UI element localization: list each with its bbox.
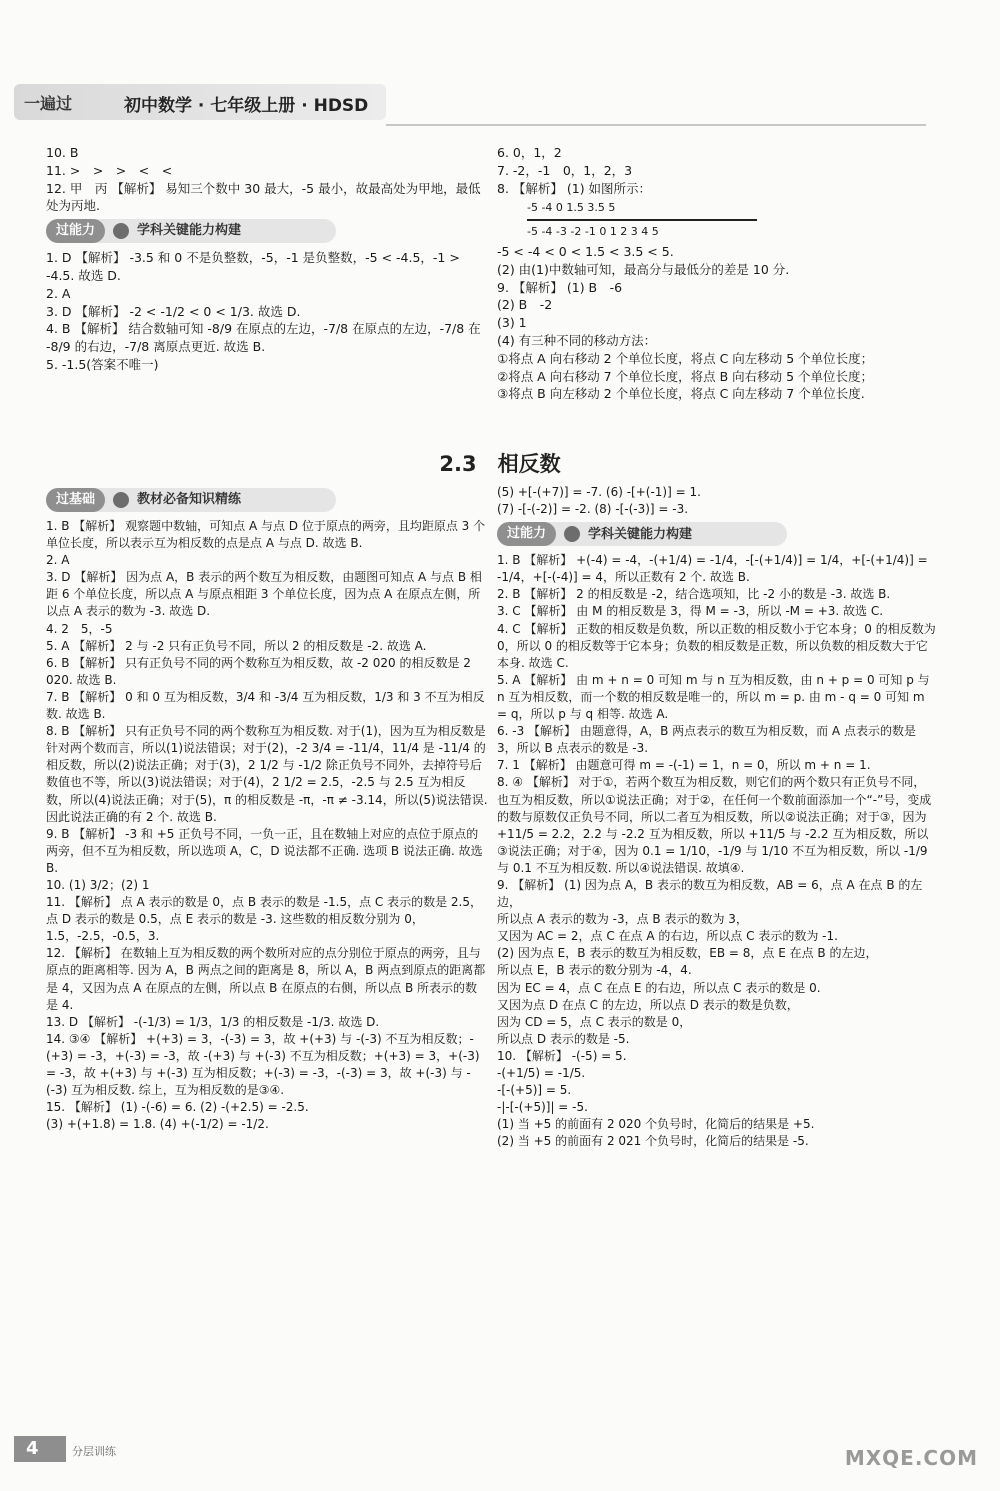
answer-line: 1. D 【解析】 -3.5 和 0 不是负整数，-5，-1 是负整数，-5 < -4.5，-1 > -4.5. 故选 D. [46, 250, 460, 283]
clipboard-icon [113, 492, 129, 508]
answer-line: 所以点 E，B 表示的数分别为 -4，4. [497, 963, 692, 978]
brand-logo: 一遍过 [24, 94, 73, 113]
answer-line: 6. -3 【解析】 由题意得，A，B 两点表示的数互为相反数，而 A 点表示的数是 3，所以 B 点表示的数是 -3. [497, 724, 916, 756]
answer-line: (2) 当 +5 的前面有 2 021 个负号时，化简后的结果是 -5. [497, 1134, 809, 1149]
answer-line: 12. 甲 丙 【解析】 易知三个数中 30 最大，-5 最小，故最高处为甲地，最低处为丙地. [46, 180, 481, 214]
section-banner [497, 522, 787, 546]
answer-line: (2) 因为点 E，B 表示的数互为相反数，EB = 8，点 E 在点 B 的左边， [497, 946, 878, 961]
page-number: 4 [14, 1436, 66, 1462]
answer-line: 11. > > > < < [46, 162, 173, 178]
page-header [14, 84, 386, 120]
answer-line: 6. 0，1，2 [497, 145, 562, 160]
answer-line: 7. -2，-1 0，1，2，3 [497, 162, 633, 178]
section-title: 2.3 相反数 [439, 452, 561, 476]
answer-line: 8. ④ 【解析】 对于①，若两个数互为相反数，则它们的两个数只有正负号不同，也互为相反数，所以①说法正确；对于②，在任何一个数前面添加一个“-”号，变成的数与原数仅正负号不同，所以二者互为相反数，所以②说法正确；对于③，因为 +11/5 = 2.2，2.2 与 -2.2 互为相反数，所以 +11/5 与 -2.2 互为相反数，所以③说法正确；对于④，因为 0.1 = 1/10，-1/9 与 1/10 不互为相反数，所以 -1/9 与 0.1 不互为相反数. 所以④说法错误. 故填④. [497, 775, 932, 875]
answer-line: (3) 1 [497, 315, 527, 331]
answer-line: 9. 【解析】 (1) B -6 [497, 279, 623, 295]
header-divider [386, 124, 926, 126]
answer-line: 2. A [46, 285, 71, 301]
answer-line: (3) +(+1.8) = 1.8. (4) +(-1/2) = -1/2. [46, 1117, 269, 1132]
answer-line: -|-[-(+5)]| = -5. [497, 1100, 588, 1115]
answer-line: 9. B 【解析】 -3 和 +5 正负号不同，一负一正，且在数轴上对应的点位于原点的两旁，但不互为相反数，所以选项 A，C，D 说法都不正确. 选项 B 说法正确. 故选 B. [46, 826, 483, 875]
section-banner-label: 过能力 [46, 219, 105, 243]
footer-label: 分层训练 [72, 1445, 116, 1458]
answer-line: 15. 【解析】 (1) -(-6) = 6. (2) -(+2.5) = -2.5. [46, 1100, 309, 1115]
answer-line: 5. -1.5(答案不唯一) [46, 356, 159, 372]
answer-line: 5. A 【解析】 由 m + n = 0 可知 m 与 n 互为相反数，由 n + p = 0 可知 p 与 n 互为相反数，而一个数的相反数是唯一的，所以 m = p. 由 m - q = 0 可知 m = q，所以 p 与 q 相等. 故选 A. [497, 672, 930, 722]
section-banner-subtitle: 教材必备知识精练 [137, 492, 242, 508]
number-line-axis [527, 219, 757, 221]
section-banner-label: 过能力 [497, 522, 556, 546]
answer-line: 4. 2 5，-5 [46, 621, 113, 636]
answer-line: 所以点 D 表示的数是 -5. [497, 1031, 630, 1046]
answer-line: 6. B 【解析】 只有正负号不同的两个数称互为相反数，故 -2 020 的相反数是 2 020. 故选 B. [46, 655, 471, 687]
answer-line: -5 < -4 < 0 < 1.5 < 3.5 < 5. [497, 243, 674, 259]
answer-line: 4. B 【解析】 结合数轴可知 -8/9 在原点的左边，-7/8 在原点的左边，-7/8 在 -8/9 的右边，-7/8 离原点更近. 故选 B. [46, 321, 481, 355]
answer-line: ①将点 A 向右移动 2 个单位长度，将点 C 向左移动 5 个单位长度； [497, 350, 874, 366]
answer-line: 3. D 【解析】 因为点 A，B 表示的两个数互为相反数，由题图可知点 A 与点 B 相距 6 个单位长度，所以点 A 与原点相距 3 个单位长度，因为点 A 在原点左侧，所以点 A 表示的数为 -3. 故选 D. [46, 570, 482, 619]
answer-line: 1. B 【解析】 +(-4) = -4，-(+1/4) = -1/4，-[-(+1/4)] = 1/4，+[-(+1/4)] = -1/4，+[-(-4)] = 4，所以正数有 2 个. 故选 B. [497, 553, 928, 585]
answer-line: (7) -[-(-2)] = -2. (8) -[-(-3)] = -3. [497, 502, 689, 517]
answer-line: 14. ③④ 【解析】 +(+3) = 3，-(-3) = 3，故 +(+3) 与 -(-3) 不互为相反数；-(+3) = -3，+(-3) = -3，故 -(+3) 与 +(-3) 不互为相反数；+(+3) = 3，+(-3) = -3，故 +(+3) 与 +(-3) 互为相反数；+(-3) = -3，-(-3) = 3，故 +(-3) 与 -(-3) 互为相反数. 综上，互为相反数的是③④. [46, 1031, 480, 1098]
answer-line: 8. B 【解析】 只有正负号不同的两个数称互为相反数. 对于(1)，因为互为相反数是针对两个数而言，所以(1)说法错误；对于(2)，-2 3/4 = -11/4，11/4 是 -11/4 的相反数，所以(2)说法正确；对于(3)，2 1/2 与 -1/2 除正负号不同外，去掉符号后数值也不等，所以(3)说法错误；对于(4)，2 1/2 = 2.5，-2.5 与 2.5 互为相反数，所以(4)说法正确；对于(5)，π 的相反数是 -π，-π ≠ -3.14，所以(5)说法错误. 因此说法正确的有 2 个. 故选 B. [46, 724, 488, 824]
answer-line: 2. B 【解析】 2 的相反数是 -2，结合选项知，比 -2 小的数是 -3. 故选 B. [497, 587, 891, 602]
answer-line: 10. B [46, 145, 79, 160]
top-left-column [46, 144, 488, 374]
section-banner-subtitle: 学科关键能力构建 [588, 526, 693, 542]
answer-line: 所以点 A 表示的数为 -3，点 B 表示的数为 3， [497, 912, 748, 927]
section-banner [46, 488, 336, 512]
top-right-column [497, 144, 937, 403]
answer-line: 5. A 【解析】 2 与 -2 只有正负号不同，所以 2 的相反数是 -2. 故选 A. [46, 638, 427, 653]
medal-icon [564, 526, 580, 542]
watermark: MXQE.COM [844, 1446, 978, 1470]
section-banner-label: 过基础 [46, 488, 105, 512]
answer-line: 13. D 【解析】 -(-1/3) = 1/3，1/3 的相反数是 -1/3. 故选 D. [46, 1014, 380, 1029]
medal-icon [113, 223, 129, 239]
answer-line: 3. C 【解析】 由 M 的相反数是 3，得 M = -3，所以 -M = +3. 故选 C. [497, 604, 884, 619]
answer-line: (4) 有三种不同的移动方法： [497, 332, 657, 348]
answer-line: 因为 EC = 4，点 C 在点 E 的右边，所以点 C 表示的数是 0. [497, 980, 821, 995]
answer-line: (2) 由(1)中数轴可知，最高分与最低分的差是 10 分. [497, 261, 790, 277]
bottom-left-column [46, 484, 488, 1133]
answer-line: (5) +[-(+7)] = -7. (6) -[+(-1)] = 1. [497, 485, 701, 499]
answer-line: (2) B -2 [497, 297, 553, 313]
answer-line: 因为 CD = 5，点 C 表示的数是 0， [497, 1014, 692, 1029]
answer-line: 10. 【解析】 -(-5) = 5. [497, 1048, 627, 1063]
answer-line: -(+1/5) = -1/5. [497, 1066, 586, 1080]
answer-line: (1) 当 +5 的前面有 2 020 个负号时，化简后的结果是 +5. [497, 1117, 815, 1132]
answer-line: 12. 【解析】 在数轴上互为相反数的两个数所对应的点分别位于原点的两旁，且与原点的距离相等. 因为 A，B 两点之间的距离是 8，所以 A，B 两点到原点的距离都是 4，又因为点 A 在原点的左侧，所以点 B 在原点的右侧，所以点 B 所表示的数是 4. [46, 946, 486, 1012]
bottom-right-column [497, 484, 937, 1150]
answer-line: 8. 【解析】 (1) 如图所示： [497, 180, 652, 196]
answer-line: 7. B 【解析】 0 和 0 互为相反数，3/4 和 -3/4 互为相反数，1/3 和 3 不互为相反数. 故选 B. [46, 689, 485, 722]
answer-line: 7. 1 【解析】 由题意可得 m = -(-1) = 1，n = 0，所以 m + n = 1. [497, 758, 871, 773]
book-title: 初中数学 · 七年级上册 · HDSD [124, 96, 369, 116]
section-banner [46, 219, 336, 243]
section-banner-subtitle: 学科关键能力构建 [137, 223, 242, 239]
answer-line: 10. (1) 3/2；(2) 1 [46, 877, 150, 892]
answer-line: 4. C 【解析】 正数的相反数是负数，所以正数的相反数小于它本身；0 的相反数为 0，所以 0 的相反数等于它本身；负数的相反数是正数，所以负数的相反数大于它本身. 故选 C. [497, 621, 936, 670]
answer-line: -[-(+5)] = 5. [497, 1083, 572, 1098]
answer-line: 又因为 AC = 2，点 C 在点 A 的右边，所以点 C 表示的数为 -1. [497, 929, 838, 944]
answer-line: 3. D 【解析】 -2 < -1/2 < 0 < 1/3. 故选 D. [46, 303, 301, 319]
answer-line: 又因为点 D 在点 C 的左边，所以点 D 表示的数是负数， [497, 997, 799, 1012]
answer-line: 2. A [46, 553, 70, 568]
number-line-points: -5 -4 0 1.5 3.5 5 [527, 201, 616, 215]
answer-line: ②将点 A 向右移动 7 个单位长度，将点 B 向右移动 5 个单位长度； [497, 368, 874, 384]
number-line-figure [527, 199, 937, 241]
answer-line: 9. 【解析】 (1) 因为点 A，B 表示的数互为相反数，AB = 6，点 A 在点 B 的左边， [497, 877, 923, 910]
answer-line: ③将点 B 向左移动 2 个单位长度，将点 C 向左移动 7 个单位长度. [497, 386, 865, 402]
answer-line: 11. 【解析】 点 A 表示的数是 0，点 B 表示的数是 -1.5，点 C 表示的数是 2.5，点 D 表示的数是 0.5，点 E 表示的数是 -3. 这些数的相反数分别为 0，1.5，-2.5，-0.5，3. [46, 895, 482, 944]
answer-line: 1. B 【解析】 观察题中数轴，可知点 A 与点 D 位于原点的两旁，且均距原点 3 个单位长度，所以表示互为相反数的点是点 A 与点 D. 故选 B. [46, 519, 486, 551]
number-line-ticks: -5 -4 -3 -2 -1 0 1 2 3 4 5 [527, 225, 659, 239]
